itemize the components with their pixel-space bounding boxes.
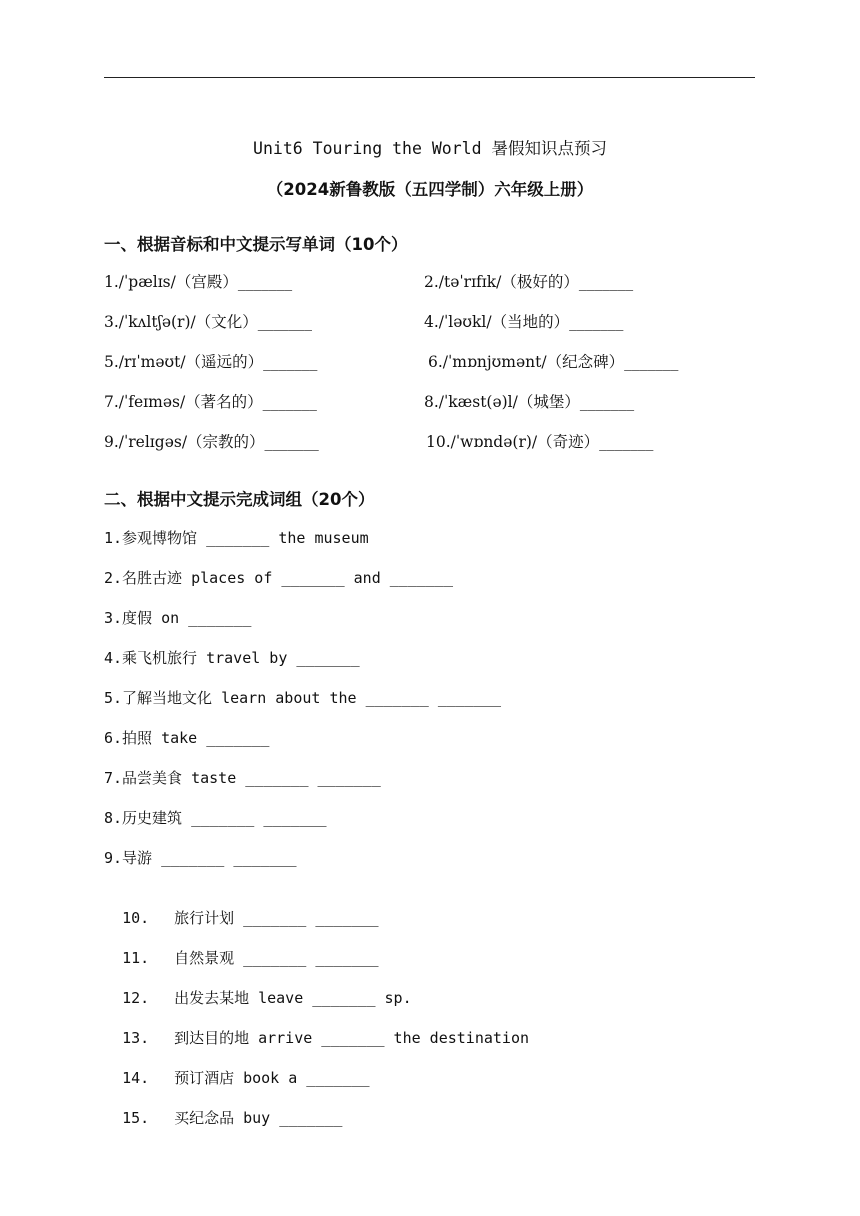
s1-item-8: 8./ˈkæst(ə)l/（城堡）_______ [424, 393, 635, 411]
s1-item-6: 6./ˈmɒnjʊmənt/（纪念碑）_______ [428, 353, 679, 371]
s1-item-2: 2./təˈrɪfɪk/（极好的）_______ [424, 273, 634, 291]
item-text: 预订酒店 book a _______ [174, 1069, 370, 1087]
s1-item-9: 9./ˈrelɪgəs/（宗教的）_______ [104, 433, 319, 451]
s2-item-5: 5.了解当地文化 learn about the _______ _______ [104, 689, 502, 707]
item-number: 13. [122, 1029, 150, 1047]
s2-item-1: 1.参观博物馆 _______ the museum [104, 529, 369, 547]
item-text: 自然景观 _______ _______ [174, 949, 379, 967]
s1-item-1: 1./ˈpælɪs/（宫殿）_______ [104, 273, 293, 291]
item-text: 到达目的地 arrive _______ the destination [174, 1029, 530, 1047]
s1-item-5: 5./rɪˈməʊt/（遥远的）_______ [104, 353, 318, 371]
s1-item-7: 7./ˈfeɪməs/（著名的）_______ [104, 393, 317, 411]
item-number: 15. [122, 1109, 150, 1127]
s2-item-9: 9.导游 _______ _______ [104, 849, 297, 867]
s2-item-7: 7.品尝美食 taste _______ _______ [104, 769, 381, 787]
s2-item-11 [104, 928, 379, 968]
s1-item-10: 10./ˈwɒndə(r)/（奇迹）_______ [426, 433, 654, 451]
s2-item-13 [104, 1008, 529, 1048]
s2-item-3: 3.度假 on _______ [104, 609, 252, 627]
worksheet-title: Unit6 Touring the World 暑假知识点预习 [253, 139, 607, 158]
item-number: 11. [122, 949, 150, 967]
s2-item-10 [104, 888, 379, 928]
item-number: 14. [122, 1069, 150, 1087]
worksheet-subtitle: （2024新鲁教版（五四学制）六年级上册） [266, 180, 594, 199]
item-number: 12. [122, 989, 150, 1007]
s1-item-3: 3./ˈkʌltʃə(r)/（文化）_______ [104, 313, 312, 331]
s2-item-4: 4.乘飞机旅行 travel by _______ [104, 649, 360, 667]
s2-item-8: 8.历史建筑 _______ _______ [104, 809, 327, 827]
section1-heading: 一、根据音标和中文提示写单词（10个） [104, 235, 408, 254]
s2-item-12 [104, 968, 412, 1008]
item-number: 10. [122, 909, 150, 927]
item-text: 买纪念品 buy _______ [174, 1109, 343, 1127]
s2-item-2: 2.名胜古迹 places of _______ and _______ [104, 569, 453, 587]
header-rule [104, 77, 755, 78]
section2-heading: 二、根据中文提示完成词组（20个） [104, 490, 375, 509]
item-text: 旅行计划 _______ _______ [174, 909, 379, 927]
s2-item-14 [104, 1048, 370, 1088]
s2-item-6: 6.拍照 take _______ [104, 729, 270, 747]
item-text: 出发去某地 leave _______ sp. [174, 989, 412, 1007]
s2-item-15 [104, 1088, 342, 1128]
s1-item-4: 4./ˈləʊkl/（当地的）_______ [424, 313, 624, 331]
